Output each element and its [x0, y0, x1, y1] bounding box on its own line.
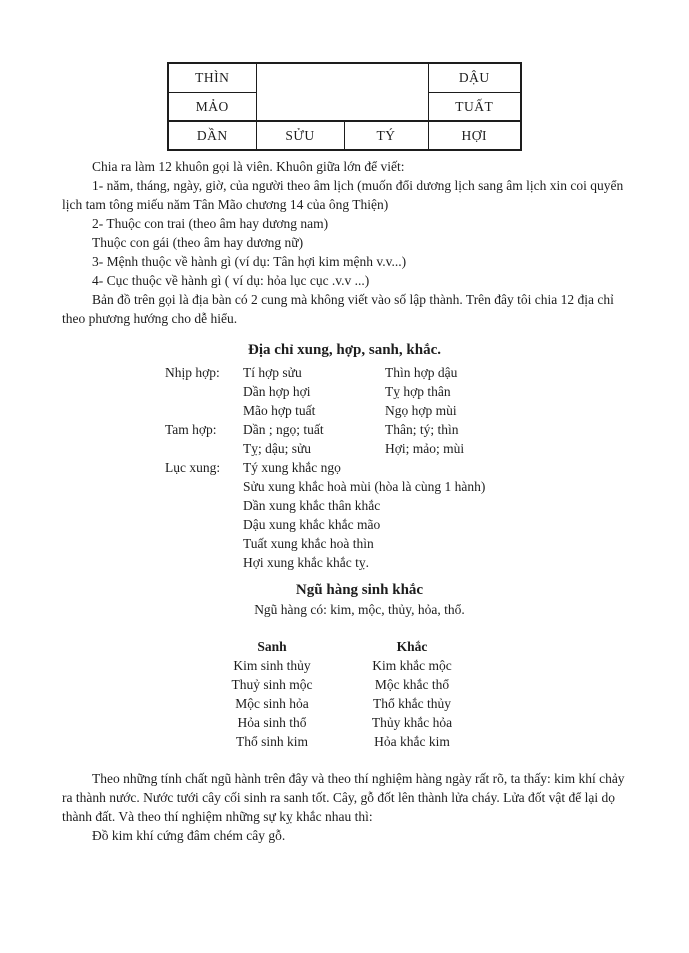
zodiac-cell-mao: MẢO	[168, 92, 256, 121]
khac-column-header: Khắc	[396, 639, 428, 654]
sanh-item: Hỏa sinh thổ	[237, 715, 307, 730]
khac-item: Thổ khắc thủy	[373, 696, 451, 711]
xunghop-row-col2: Hợi; mảo; mùi	[385, 441, 465, 456]
zodiac-cell-dan: DẦN	[168, 121, 256, 150]
sanh-item: Thổ sinh kim	[235, 734, 308, 749]
xunghop-row-col2: Thân; tý; thìn	[385, 422, 459, 437]
zodiac-cell-dau: DẬU	[428, 63, 521, 92]
zodiac-table-row	[168, 63, 521, 92]
xunghop-row-col2	[385, 458, 627, 477]
xunghop-row-col1: Tỵ; dậu; sửu	[243, 441, 312, 456]
xunghop-row	[62, 382, 627, 401]
sanh-column-header: Sanh	[257, 639, 287, 654]
xunghop-row-col2	[385, 496, 627, 515]
xunghop-row	[62, 496, 627, 515]
xunghop-row	[62, 458, 627, 477]
xunghop-row-col2: Ngọ hợp mùi	[385, 403, 457, 418]
zodiac-table-row	[168, 121, 521, 150]
khac-item: Thủy khắc hỏa	[371, 715, 453, 730]
xunghop-row-col2: Thìn hợp dậu	[385, 365, 458, 380]
section-heading-xung-hop: Địa chỉ xung, hợp, sanh, khắc.	[248, 342, 441, 358]
xunghop-row-col2	[385, 515, 627, 534]
paragraph-intro-5: 3- Mệnh thuộc về hành gì (ví dụ: Tân hợi kim mệnh v.v...)	[92, 254, 407, 269]
xung-hop-section	[62, 363, 627, 572]
ngu-hanh-subtitle: Ngũ hàng có: kim, mộc, thủy, hỏa, thổ.	[254, 602, 465, 617]
xunghop-row-label: Tam hợp:	[165, 422, 217, 437]
xunghop-row-col1: Tuất xung khắc hoà thìn	[243, 536, 374, 551]
xunghop-row	[62, 401, 627, 420]
xunghop-row-label	[165, 401, 243, 420]
zodiac-cell-suu: SỬU	[256, 121, 344, 150]
paragraph-intro-4: Thuộc con gái (theo âm hay dương nữ)	[92, 235, 304, 250]
xunghop-row	[62, 363, 627, 382]
khac-item: Hỏa khắc kim	[374, 734, 450, 749]
xunghop-row-col2: Tỵ hợp thân	[385, 384, 451, 399]
paragraph-closing-1: Theo những tính chất ngũ hành trên đây và theo thí nghiệm hàng ngày rất rõ, ta thấy: kim khí chảy ra thành nước. Nước tưới cây cối sinh ra sanh tốt. Cây, gỗ đốt lên thành lửa cháy. Lửa đốt vật để lại dọ thành đất. Và theo thí nghiệm những sự kỵ khắc nhau thì:	[62, 771, 625, 824]
sanh-column	[207, 637, 337, 751]
xunghop-row-col1: Dần xung khắc thân khắc	[243, 498, 381, 513]
xunghop-row-col1: Tí hợp sửu	[243, 365, 302, 380]
xunghop-row-col2	[385, 534, 627, 553]
xunghop-row	[62, 420, 627, 439]
section-heading-ngu-hanh: Ngũ hàng sinh khắc	[295, 582, 424, 598]
sanh-item: Thuỷ sinh mộc	[231, 677, 313, 692]
paragraph-intro-2: 1- năm, tháng, ngày, giờ, của người theo âm lịch (muốn đổi dương lịch sang âm lịch xin coi quyển lịch tam tông miếu năm Tân Mão chương 14 của ông Thiện)	[62, 178, 624, 212]
xunghop-row-label	[165, 477, 243, 496]
xunghop-row	[62, 477, 627, 496]
zodiac-center-cell	[256, 63, 428, 121]
xunghop-row-label	[165, 382, 243, 401]
khac-item: Kim khắc mộc	[372, 658, 452, 673]
sanh-item: Mộc sinh hỏa	[235, 696, 309, 711]
xunghop-row-col1: Sửu xung khắc hoà mùi (hòa là cùng 1 hành)	[243, 479, 486, 494]
zodiac-cell-ty: TÝ	[344, 121, 428, 150]
xunghop-row	[62, 515, 627, 534]
xunghop-row-col2	[385, 553, 627, 572]
xunghop-row-label	[165, 515, 243, 534]
document-page	[0, 62, 689, 845]
xunghop-row	[62, 534, 627, 553]
intro-section	[62, 157, 627, 328]
xunghop-row-label	[165, 553, 243, 572]
paragraph-intro-7: Bản đồ trên gọi là địa bàn có 2 cung mà không viết vào số lập thành. Trên đây tôi chia 12 địa chỉ theo phương hướng cho dễ hiểu.	[62, 292, 614, 326]
xunghop-row-label	[165, 439, 243, 458]
sanh-item: Kim sinh thủy	[233, 658, 311, 673]
paragraph-intro-6: 4- Cục thuộc về hành gì ( ví dụ: hỏa lục cục .v.v ...)	[92, 273, 370, 288]
xunghop-row-col1: Dần hợp hợi	[243, 384, 311, 399]
xunghop-row-col1: Hợi xung khắc khắc tỵ.	[243, 555, 369, 570]
xunghop-row-label: Nhịp hợp:	[165, 365, 220, 380]
paragraph-intro-1: Chia ra làm 12 khuôn gọi là viên. Khuôn giữa lớn để viết:	[92, 159, 405, 174]
xunghop-row-col1: Dậu xung khắc khắc mão	[243, 517, 381, 532]
zodiac-cell-tuat: TUẤT	[428, 92, 521, 121]
zodiac-table	[167, 62, 522, 151]
xunghop-row-label	[165, 496, 243, 515]
xunghop-row	[62, 439, 627, 458]
khac-item: Mộc khắc thổ	[374, 677, 450, 692]
paragraph-intro-3: 2- Thuộc con trai (theo âm hay dương nam)	[92, 216, 329, 231]
xunghop-row-col1: Tý xung khắc ngọ	[243, 460, 341, 475]
zodiac-cell-thin: THÌN	[168, 63, 256, 92]
xunghop-row-label: Lục xung:	[165, 460, 221, 475]
khac-column	[347, 637, 477, 751]
closing-section	[62, 769, 627, 845]
xunghop-row-label	[165, 534, 243, 553]
paragraph-closing-2: Đồ kim khí cứng đâm chém cây gỗ.	[92, 828, 286, 843]
xunghop-row-col2	[385, 477, 627, 496]
xunghop-row	[62, 553, 627, 572]
xunghop-row-col1: Mão hợp tuất	[243, 403, 316, 418]
zodiac-cell-hoi: HỢI	[428, 121, 521, 150]
xunghop-row-col1: Dần ; ngọ; tuất	[243, 422, 324, 437]
sanh-khac-section	[207, 637, 627, 751]
